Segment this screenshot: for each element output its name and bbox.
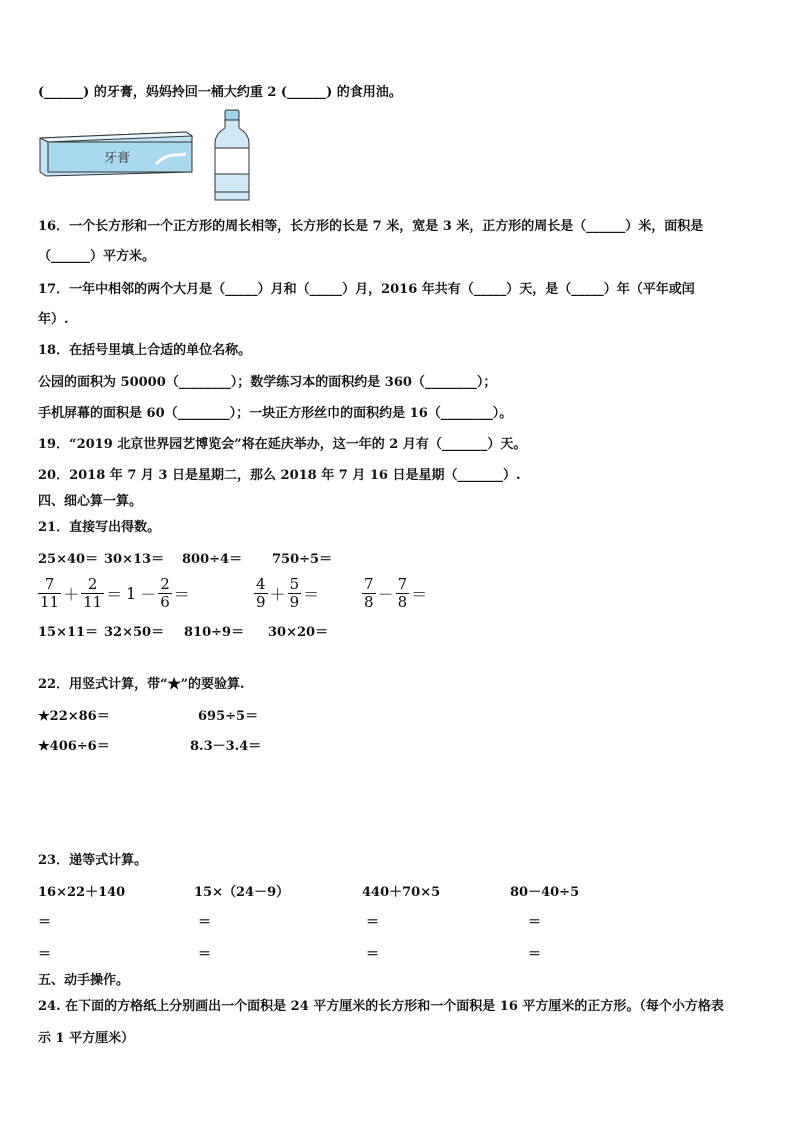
q23-item: 440＋70×5	[362, 885, 441, 900]
q24-text-1: 24. 在下面的方格纸上分别画出一个面积是 24 平方厘米的长方形和一个面积是 16 平方厘米的正方形。（每个小方格表	[38, 999, 724, 1014]
q23-eq: ＝	[198, 947, 212, 962]
q16-text-2: （______）平方米。	[38, 249, 156, 264]
q21-row3-item: 810÷9＝	[184, 625, 245, 640]
q22-item: ★22×86＝	[38, 709, 110, 724]
q21-row1-item: 750÷5＝	[272, 552, 333, 567]
q23-eq: ＝	[38, 915, 52, 930]
oil-bottle-illustration	[212, 108, 252, 204]
q23-eq: ＝	[198, 915, 212, 930]
q23-eq: ＝	[528, 947, 542, 962]
q15-text: (______) 的牙膏，妈妈拎回一桶大约重 2 (______) 的食用油。	[38, 85, 402, 100]
toothpaste-label: 牙膏	[104, 151, 131, 166]
section-4-heading: 四、细心算一算。	[38, 494, 143, 509]
q21-row3-item: 32×50＝	[104, 625, 165, 640]
q21-row1-item: 800÷4＝	[182, 552, 243, 567]
q23-title: 23．递等式计算。	[38, 853, 148, 868]
q22-item: 8.3－3.4＝	[190, 739, 262, 754]
q16-text-1: 16．一个长方形和一个正方形的周长相等，长方形的长是 7 米，宽是 3 米，正方形的周长是（______）米，面积是	[38, 219, 704, 234]
q21-row3-item: 30×20＝	[268, 625, 329, 640]
q22-title: 22．用竖式计算，带“★”的要验算.	[38, 677, 245, 692]
q21-row1-item: 30×13＝	[104, 552, 165, 567]
q22-item: ★406÷6＝	[38, 739, 110, 754]
q21-row1-item: 25×40＝	[38, 552, 99, 567]
q21-fraction-3: $\frac{4}{9}$ ＋ $\frac{5}{9}$ ＝	[256, 575, 320, 611]
q21-fraction-2: 1 － $\frac{2}{6}$ ＝	[126, 575, 190, 611]
q23-item: 16×22＋140	[38, 885, 126, 900]
q23-eq: ＝	[366, 915, 380, 930]
section-5-heading: 五、动手操作。	[38, 973, 130, 988]
q23-eq: ＝	[366, 947, 380, 962]
q24-text-2: 示 1 平方厘米）	[38, 1031, 135, 1046]
toothpaste-illustration	[36, 128, 196, 180]
q21-row3-item: 15×11＝	[38, 625, 99, 640]
q17-text-1: 17．一年中相邻的两个大月是（_____）月和（_____）月，2016 年共有（_____）天，是（_____）年（平年或闰	[38, 282, 695, 297]
q23-eq: ＝	[528, 915, 542, 930]
q20-text: 20．2018 年 7 月 3 日是星期二，那么 2018 年 7 月 16 日是星期（_______）.	[38, 468, 521, 483]
q21-fraction-4: $\frac{7}{8}$ － $\frac{7}{8}$ ＝	[364, 575, 428, 611]
q21-fraction-1: $\frac{7}{11}$ ＋ $\frac{2}{11}$ ＝	[40, 575, 123, 611]
q21-title: 21．直接写出得数。	[38, 520, 161, 535]
q18-title: 18．在括号里填上合适的单位名称。	[38, 343, 252, 358]
q23-item: 15×（24－9）	[194, 885, 290, 900]
q23-eq: ＝	[38, 947, 52, 962]
q19-text: 19．“2019 北京世界园艺博览会”将在延庆举办，这一年的 2 月有（_______）天。	[38, 437, 527, 452]
q18-line-2: 手机屏幕的面积是 60（________）；一块正方形丝巾的面积约是 16（________）。	[38, 406, 513, 421]
q22-item: 695÷5＝	[198, 709, 259, 724]
q18-line-1: 公园的面积为 50000（________）；数学练习本的面积约是 360（________）；	[38, 375, 497, 390]
q23-item: 80－40÷5	[510, 885, 580, 900]
q17-text-2: 年）.	[38, 312, 69, 327]
